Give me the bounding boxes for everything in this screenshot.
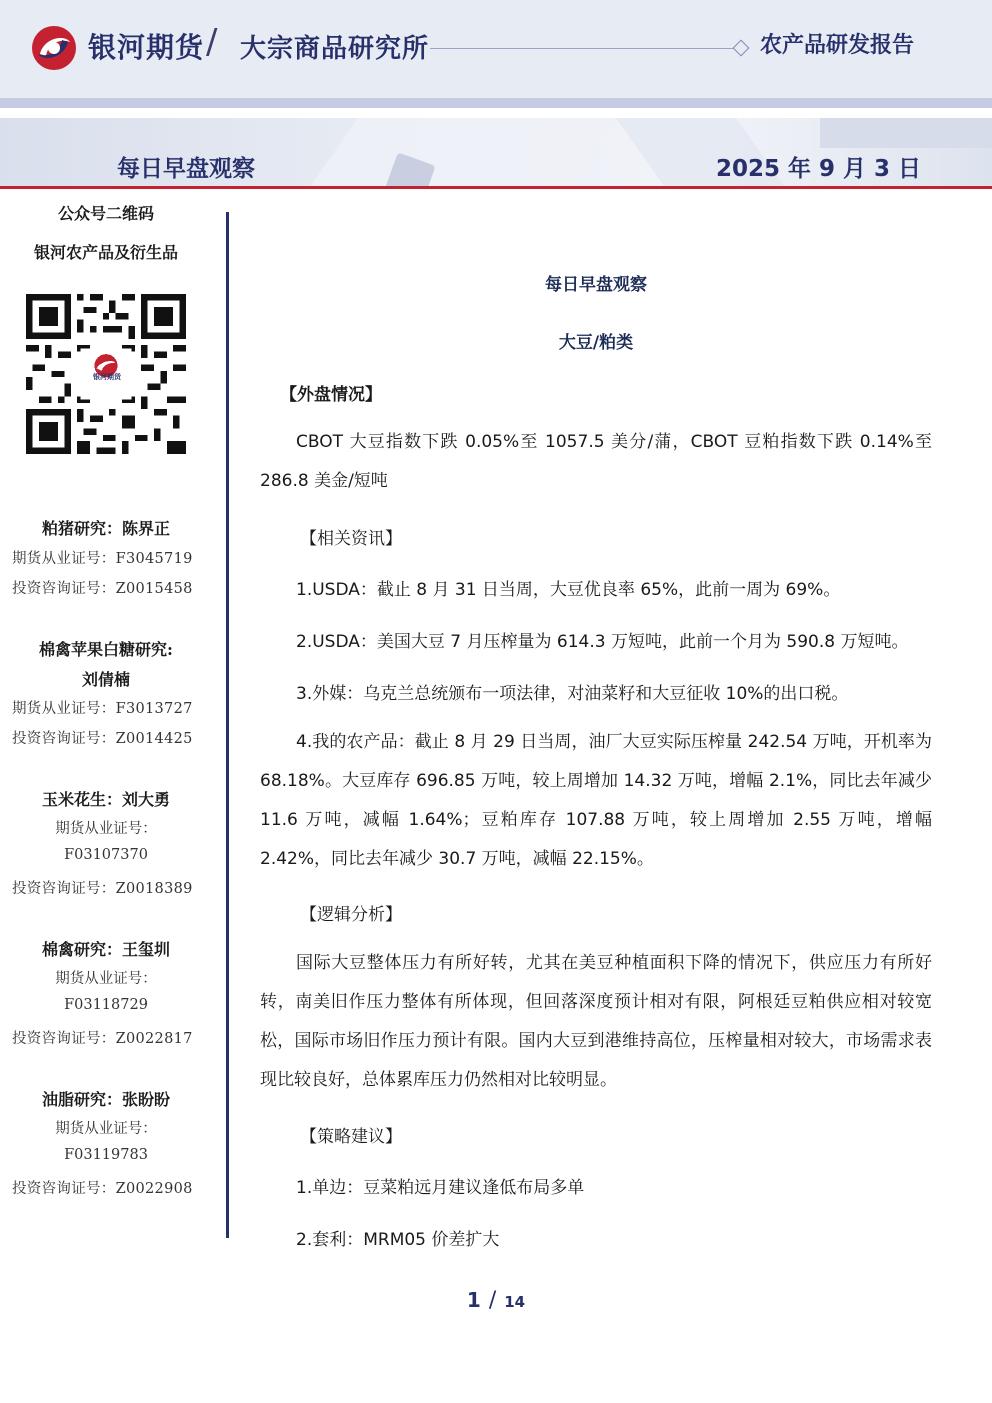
future-cert-label: 期货从业证号： bbox=[55, 971, 157, 987]
paragraph: CBOT 大豆指数下跌 0.05%至 1057.5 美分/蒲，CBOT 豆粕指数下跌 0.14%至 286.8 美金/短吨 bbox=[260, 432, 932, 491]
content-title: 每日早盘观察 bbox=[545, 275, 647, 295]
analyst-name: 刘倩楠 bbox=[81, 670, 130, 689]
brand-name: 银河期货 bbox=[88, 31, 205, 64]
strategy-item: 2.套利：MRM05 价差扩大 bbox=[296, 1230, 500, 1250]
future-cert-number: F03107370 bbox=[64, 847, 148, 863]
header-line bbox=[430, 48, 734, 49]
future-cert-number: F03119783 bbox=[64, 1147, 148, 1163]
analyst-role: 玉米花生：刘大勇 bbox=[41, 790, 170, 809]
institute-name: 大宗商品研究所 bbox=[240, 34, 430, 64]
analyst-role: 棉禽苹果白糖研究: bbox=[39, 640, 173, 659]
paragraph: 国际大豆整体压力有所好转，尤其在美豆种植面积下降的情况下，供应压力有所好转，南美旧作压力整体有所体现，但回落深度预计相对有限，阿根廷豆粕供应相对较宽松，国际市场旧作压力预计有限。国内大豆到港维持高位，压榨量相对较大，市场需求表现比较良好，总体累库压力仍然相对比较明显。 bbox=[260, 953, 932, 1090]
sidebar-divider bbox=[226, 212, 229, 1238]
content-subtitle: 大豆/粕类 bbox=[558, 333, 634, 353]
report-title: 每日早盘观察 bbox=[117, 156, 255, 182]
page-separator: / bbox=[488, 1288, 497, 1313]
page-number bbox=[0, 1288, 992, 1313]
galaxy-futures-logo-icon bbox=[30, 24, 78, 72]
invest-cert: 投资咨询证号：Z0022908 bbox=[12, 1181, 193, 1197]
invest-cert: 投资咨询证号：Z0014425 bbox=[12, 731, 193, 747]
news-item: 2.USDA：美国大豆 7 月压榨量为 614.3 万短吨，此前一个月为 590.8 万短吨。 bbox=[296, 632, 909, 652]
invest-cert: 投资咨询证号：Z0022817 bbox=[12, 1031, 193, 1047]
qr-subtitle: 银河农产品及衍生品 bbox=[33, 243, 178, 262]
qr-logo-text: 银河期货 bbox=[93, 373, 121, 381]
analyst-role: 油脂研究：张盼盼 bbox=[41, 1090, 170, 1109]
news-item: 3.外媒：乌克兰总统颁布一项法律，对油菜籽和大豆征收 10%的出口税。 bbox=[296, 684, 849, 704]
section-heading: 【逻辑分析】 bbox=[300, 905, 402, 925]
news-item: 1.USDA：截止 8 月 31 日当周，大豆优良率 65%，此前一周为 69%。 bbox=[296, 580, 841, 600]
analyst-role: 粕猪研究：陈界正 bbox=[41, 519, 170, 538]
section-heading: 【外盘情况】 bbox=[280, 385, 382, 405]
analyst-role: 棉禽研究：王玺圳 bbox=[41, 940, 170, 959]
future-cert: 期货从业证号：F3045719 bbox=[12, 551, 193, 567]
current-page: 1 bbox=[466, 1288, 481, 1312]
future-cert-number: F03118729 bbox=[64, 997, 148, 1013]
section-heading: 【策略建议】 bbox=[300, 1127, 402, 1147]
invest-cert: 投资咨询证号：Z0018389 bbox=[12, 881, 193, 897]
total-pages: 14 bbox=[504, 1293, 526, 1311]
section-heading: 【相关资讯】 bbox=[300, 529, 402, 549]
future-cert-label: 期货从业证号： bbox=[55, 1121, 157, 1137]
title-underline bbox=[0, 186, 992, 189]
brand-slash: / bbox=[206, 22, 218, 62]
report-date: 2025 年 9 月 3 日 bbox=[716, 156, 922, 182]
qr-title: 公众号二维码 bbox=[57, 204, 154, 223]
invest-cert: 投资咨询证号：Z0015458 bbox=[12, 581, 193, 597]
future-cert: 期货从业证号：F3013727 bbox=[12, 701, 193, 717]
header-stripe bbox=[0, 98, 992, 108]
report-type: 农产品研发报告 bbox=[760, 33, 915, 58]
future-cert-label: 期货从业证号： bbox=[55, 821, 157, 837]
news-item: 4.我的农产品：截止 8 月 29 日当周，油厂大豆实际压榨量 242.54 万吨，开机率为 68.18%。大豆库存 696.85 万吨，较上周增加 14.32 万吨，增幅 2.1%，同比去年减少 11.6 万吨，减幅 1.64%；豆粕库存 107.88 万吨，较上周增加 2.55 万吨，增幅 2.42%，同比去年减少 30.7 万吨，减幅 22.15%。 bbox=[260, 732, 932, 869]
strategy-item: 1.单边：豆菜粕远月建议逢低布局多单 bbox=[296, 1178, 585, 1198]
